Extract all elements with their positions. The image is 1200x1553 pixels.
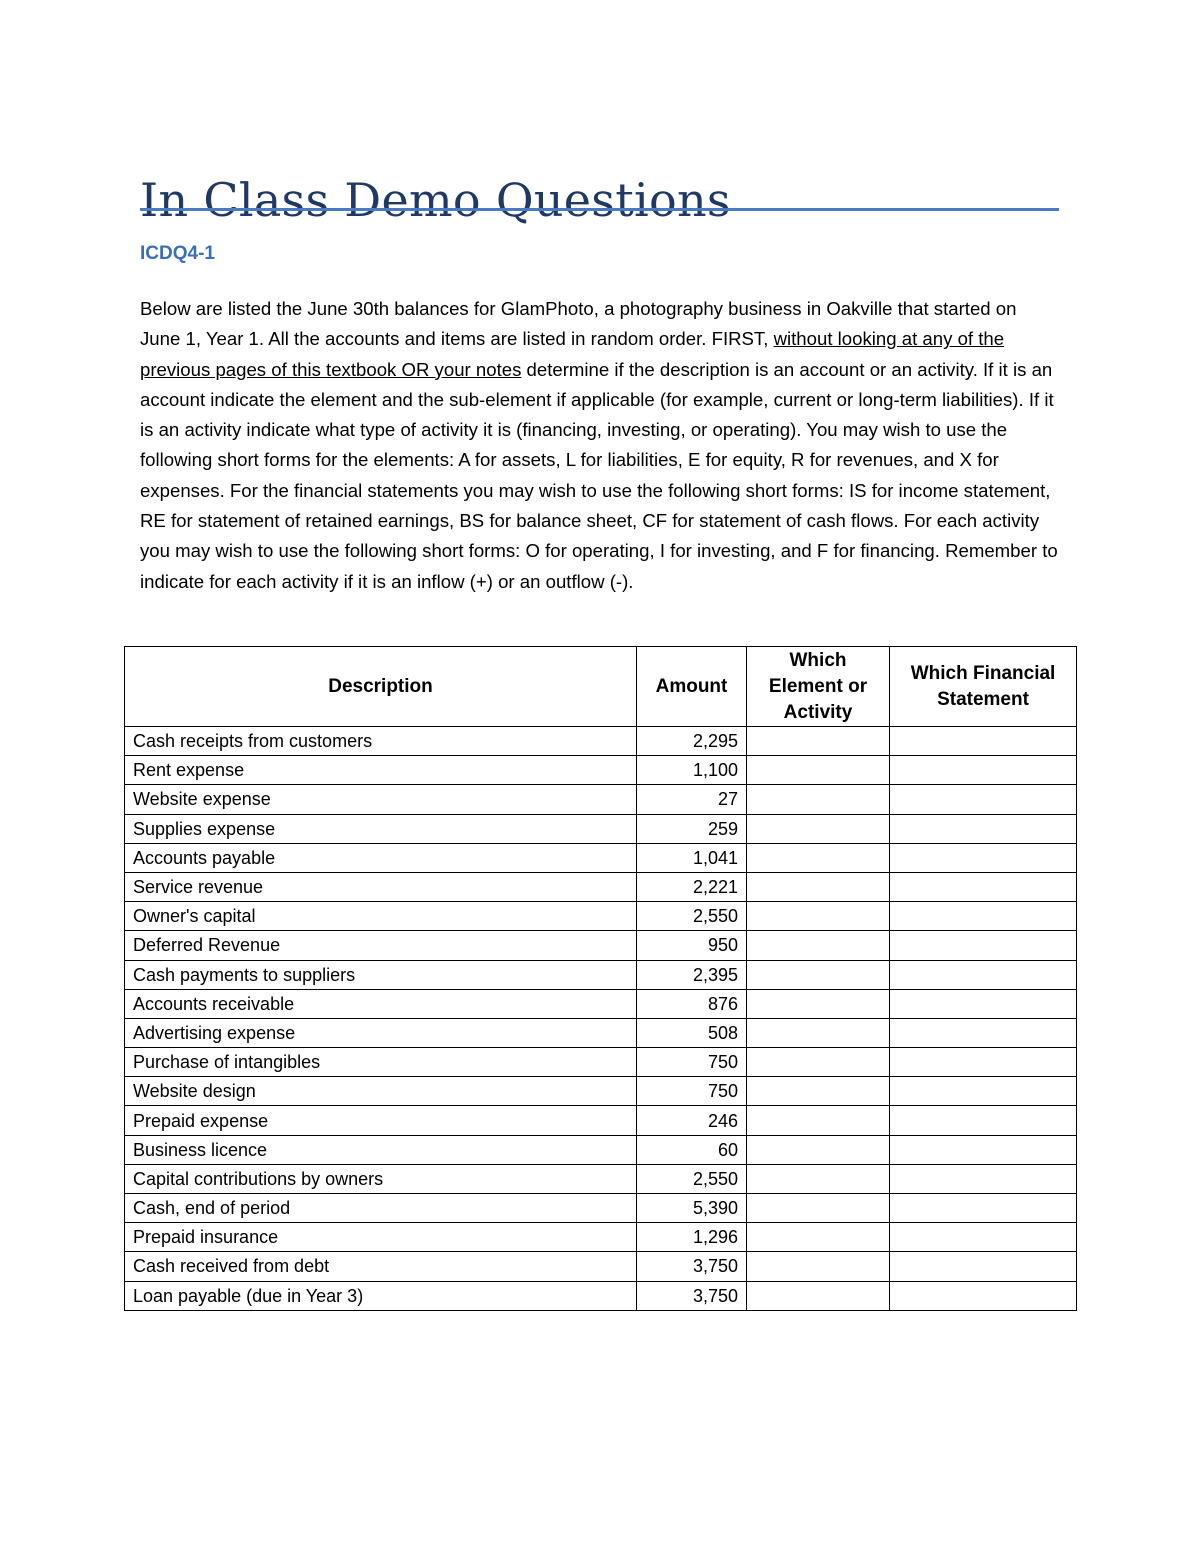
table-row	[125, 872, 1077, 901]
cell-description: Cash payments to suppliers	[125, 960, 637, 989]
cell-element-or-activity[interactable]	[747, 931, 890, 960]
cell-amount: 246	[637, 1106, 747, 1135]
cell-description: Website design	[125, 1077, 637, 1106]
cell-amount: 2,550	[637, 1164, 747, 1193]
cell-amount: 2,295	[637, 727, 747, 756]
cell-amount: 2,550	[637, 902, 747, 931]
cell-financial-statement[interactable]	[890, 843, 1077, 872]
table-row	[125, 1048, 1077, 1077]
cell-description: Website expense	[125, 785, 637, 814]
cell-financial-statement[interactable]	[890, 1194, 1077, 1223]
cell-amount: 27	[637, 785, 747, 814]
cell-element-or-activity[interactable]	[747, 727, 890, 756]
cell-description: Cash received from debt	[125, 1252, 637, 1281]
table-row	[125, 1281, 1077, 1310]
cell-amount: 950	[637, 931, 747, 960]
cell-element-or-activity[interactable]	[747, 989, 890, 1018]
cell-amount: 5,390	[637, 1194, 747, 1223]
cell-description: Cash, end of period	[125, 1194, 637, 1223]
cell-element-or-activity[interactable]	[747, 1077, 890, 1106]
table-row	[125, 931, 1077, 960]
cell-financial-statement[interactable]	[890, 756, 1077, 785]
cell-amount: 3,750	[637, 1252, 747, 1281]
cell-element-or-activity[interactable]	[747, 1164, 890, 1193]
table-row	[125, 785, 1077, 814]
cell-description: Prepaid expense	[125, 1106, 637, 1135]
table-row	[125, 1106, 1077, 1135]
header-amount: Amount	[637, 647, 747, 727]
cell-amount: 750	[637, 1077, 747, 1106]
cell-financial-statement[interactable]	[890, 931, 1077, 960]
cell-element-or-activity[interactable]	[747, 1106, 890, 1135]
balances-table	[124, 646, 1077, 1311]
cell-element-or-activity[interactable]	[747, 1018, 890, 1047]
header-financial-statement: Which Financial Statement	[890, 647, 1077, 727]
cell-element-or-activity[interactable]	[747, 960, 890, 989]
intro-underlined-text: without looking at any of the previous pages of this textbook OR your notes	[140, 328, 1005, 380]
cell-element-or-activity[interactable]	[747, 1252, 890, 1281]
cell-description: Accounts payable	[125, 843, 637, 872]
table-row	[125, 1252, 1077, 1281]
cell-description: Owner's capital	[125, 902, 637, 931]
cell-element-or-activity[interactable]	[747, 1194, 890, 1223]
cell-element-or-activity[interactable]	[747, 785, 890, 814]
cell-amount: 259	[637, 814, 747, 843]
cell-description: Loan payable (due in Year 3)	[125, 1281, 637, 1310]
table-row	[125, 1223, 1077, 1252]
intro-text-part1: Below are listed the June 30th balances for GlamPhoto, a photography business in Oakville that started on June 1, Year 1. All the accounts and items are listed in random order. FIRST,	[140, 298, 1017, 350]
cell-description: Purchase of intangibles	[125, 1048, 637, 1077]
title-divider	[140, 208, 1059, 211]
cell-financial-statement[interactable]	[890, 1135, 1077, 1164]
cell-description: Supplies expense	[125, 814, 637, 843]
table-row	[125, 902, 1077, 931]
intro-paragraph	[140, 294, 1060, 597]
cell-amount: 508	[637, 1018, 747, 1047]
cell-amount: 2,395	[637, 960, 747, 989]
cell-amount: 1,100	[637, 756, 747, 785]
table-row	[125, 843, 1077, 872]
table-row	[125, 1077, 1077, 1106]
cell-description: Business licence	[125, 1135, 637, 1164]
cell-financial-statement[interactable]	[890, 1048, 1077, 1077]
cell-description: Prepaid insurance	[125, 1223, 637, 1252]
table-body	[125, 727, 1077, 1311]
cell-financial-statement[interactable]	[890, 1281, 1077, 1310]
table-row	[125, 1194, 1077, 1223]
cell-element-or-activity[interactable]	[747, 1281, 890, 1310]
table-row	[125, 814, 1077, 843]
cell-financial-statement[interactable]	[890, 1164, 1077, 1193]
cell-amount: 2,221	[637, 872, 747, 901]
cell-element-or-activity[interactable]	[747, 902, 890, 931]
table-row	[125, 1164, 1077, 1193]
cell-element-or-activity[interactable]	[747, 756, 890, 785]
table-row	[125, 727, 1077, 756]
cell-amount: 750	[637, 1048, 747, 1077]
cell-financial-statement[interactable]	[890, 1018, 1077, 1047]
cell-financial-statement[interactable]	[890, 872, 1077, 901]
page-title: In Class Demo Questions	[140, 172, 731, 227]
cell-amount: 876	[637, 989, 747, 1018]
header-description: Description	[125, 647, 637, 727]
cell-description: Deferred Revenue	[125, 931, 637, 960]
cell-element-or-activity[interactable]	[747, 872, 890, 901]
cell-financial-statement[interactable]	[890, 902, 1077, 931]
cell-amount: 1,296	[637, 1223, 747, 1252]
cell-financial-statement[interactable]	[890, 785, 1077, 814]
section-heading: ICDQ4-1	[140, 243, 215, 264]
cell-description: Service revenue	[125, 872, 637, 901]
cell-element-or-activity[interactable]	[747, 1048, 890, 1077]
cell-financial-statement[interactable]	[890, 1223, 1077, 1252]
cell-financial-statement[interactable]	[890, 1106, 1077, 1135]
intro-text-part2: determine if the description is an account or an activity. If it is an account indicate the element and the sub-element if applicable (for example, current or long-term liabilities). If it is an activity indicate what type of activity it is (financing, investing, or operating). You may wish to use the following short forms for the elements: A for assets, L for liabilities, E for equity, R for revenues, and X for expenses. For the financial statements you may wish to use the following short forms: IS for income statement, RE for statement of retained earnings, BS for balance sheet, CF for statement of cash flows. For each activity you may wish to use the following short forms: O for operating, I for investing, and F for financing. Remember to indicate for each activity if it is an inflow (+) or an outflow (-).	[140, 358, 1058, 592]
cell-element-or-activity[interactable]	[747, 814, 890, 843]
cell-description: Rent expense	[125, 756, 637, 785]
table-row	[125, 960, 1077, 989]
table-header-row	[125, 647, 1077, 727]
cell-financial-statement[interactable]	[890, 960, 1077, 989]
table-row	[125, 1018, 1077, 1047]
cell-description: Accounts receivable	[125, 989, 637, 1018]
table-row	[125, 989, 1077, 1018]
cell-description: Cash receipts from customers	[125, 727, 637, 756]
table-row	[125, 1135, 1077, 1164]
cell-element-or-activity[interactable]	[747, 1223, 890, 1252]
cell-financial-statement[interactable]	[890, 814, 1077, 843]
table-row	[125, 756, 1077, 785]
cell-amount: 3,750	[637, 1281, 747, 1310]
cell-description: Capital contributions by owners	[125, 1164, 637, 1193]
cell-financial-statement[interactable]	[890, 1077, 1077, 1106]
header-element-or-activity: Which Element or Activity	[747, 647, 890, 727]
cell-element-or-activity[interactable]	[747, 1135, 890, 1164]
cell-element-or-activity[interactable]	[747, 843, 890, 872]
cell-amount: 60	[637, 1135, 747, 1164]
cell-financial-statement[interactable]	[890, 727, 1077, 756]
cell-amount: 1,041	[637, 843, 747, 872]
cell-financial-statement[interactable]	[890, 1252, 1077, 1281]
cell-financial-statement[interactable]	[890, 989, 1077, 1018]
cell-description: Advertising expense	[125, 1018, 637, 1047]
